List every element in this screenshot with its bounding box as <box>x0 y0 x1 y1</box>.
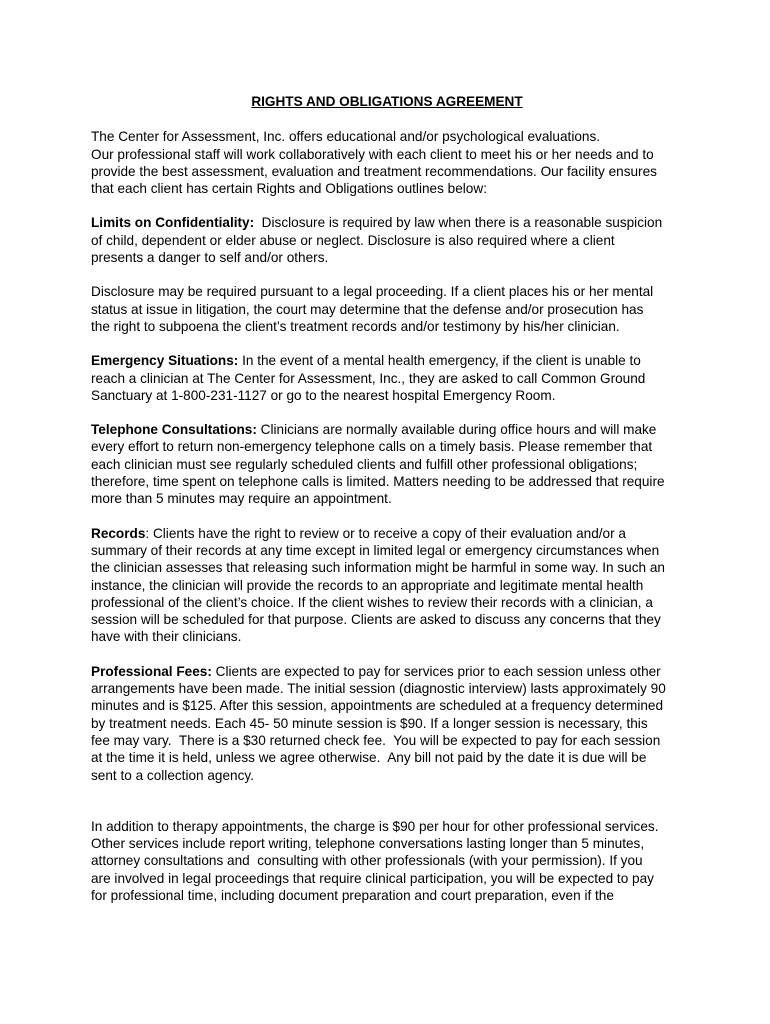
section-text: Disclosure is required by law when there is a reasonable suspicion <box>254 215 663 231</box>
section-line: status at issue in litigation, the court may determine that the defense and/or prosecution has <box>91 301 644 317</box>
section-heading: Records <box>91 525 146 541</box>
section-line: session will be scheduled for that purpose. Clients are asked to discuss any concerns that they <box>91 612 661 628</box>
section-paragraph <box>91 352 683 404</box>
section-heading: Telephone Consultations: <box>91 422 257 438</box>
section-paragraph <box>91 283 683 335</box>
section-paragraph <box>91 818 683 904</box>
section-text: In addition to therapy appointments, the charge is $90 per hour for other professional services. <box>91 818 659 834</box>
section-line: arrangements have been made. The initial session (diagnostic interview) lasts approximately 90 <box>91 681 666 697</box>
section-line: for professional time, including document preparation and court preparation, even if the <box>91 887 614 903</box>
section-line: summary of their records at any time except in limited legal or emergency circumstances when <box>91 542 660 558</box>
section-line: therefore, time spent on telephone calls is limited. Matters needing to be addressed that require <box>91 474 665 490</box>
section-line: the clinician assesses that releasing such information might be harmful in some way. In such an <box>91 560 665 576</box>
section-paragraph <box>91 525 683 646</box>
section-text: Disclosure may be required pursuant to a legal proceeding. If a client places his or her mental <box>91 284 654 300</box>
section-heading: Professional Fees: <box>91 663 212 679</box>
section-paragraph <box>91 421 683 507</box>
section-paragraph <box>91 214 683 266</box>
section-first-line <box>91 352 683 369</box>
intro-line: Our professional staff will work collaboratively with each client to meet his or her needs and to <box>91 146 654 162</box>
section-first-line <box>91 663 683 680</box>
section-first-line <box>91 214 683 231</box>
section-line: have with their clinicians. <box>91 629 242 645</box>
section-line: of child, dependent or elder abuse or neglect. Disclosure is also required where a client <box>91 232 615 248</box>
section-line: attorney consultations and consulting with other professionals (with your permission). If you <box>91 853 643 869</box>
section-line: presents a danger to self and/or others. <box>91 250 329 266</box>
section-line: minutes and is $125. After this session, appointments are scheduled at a frequency determined <box>91 698 664 714</box>
document-title: RIGHTS AND OBLIGATIONS AGREEMENT <box>251 94 523 109</box>
section-line: reach a clinician at The Center for Assessment, Inc., they are asked to call Common Ground <box>91 370 646 386</box>
intro-line: provide the best assessment, evaluation and treatment recommendations. Our facility ensures <box>91 163 657 179</box>
intro-line: The Center for Assessment, Inc. offers educational and/or psychological evaluations. <box>91 129 601 145</box>
section-line: at the time it is held, unless we agree otherwise. Any bill not paid by the date it is due will be <box>91 750 647 766</box>
section-line: fee may vary. There is a $30 returned check fee. You will be expected to pay for each session <box>91 732 661 748</box>
section-first-line <box>91 283 683 300</box>
section-text: : Clients have the right to review or to receive a copy of their evaluation and/or a <box>145 525 626 541</box>
section-line: every effort to return non-emergency telephone calls on a timely basis. Please remember that <box>91 439 653 455</box>
section-line: each clinician must see regularly scheduled clients and fulfill other professional obligations; <box>91 456 638 472</box>
section-heading: Limits on Confidentiality: <box>91 215 255 231</box>
sections-container <box>91 214 683 904</box>
section-text: Clients are expected to pay for services prior to each session unless other <box>211 663 661 679</box>
section-line: Other services include report writing, telephone conversations lasting longer than 5 minutes, <box>91 836 645 852</box>
intro-paragraph <box>91 128 683 197</box>
section-line: more than 5 minutes may require an appointment. <box>91 491 392 507</box>
section-line: sent to a collection agency. <box>91 767 254 783</box>
document-page <box>91 93 683 921</box>
intro-line: that each client has certain Rights and Obligations outlines below: <box>91 181 487 197</box>
section-line: the right to subpoena the client’s treatment records and/or testimony by his/her clinician. <box>91 318 620 334</box>
section-line: instance, the clinician will provide the records to an appropriate and legitimate mental health <box>91 577 644 593</box>
section-line: professional of the client’s choice. If the client wishes to review their records with a clinician, a <box>91 594 653 610</box>
section-heading: Emergency Situations: <box>91 353 239 369</box>
section-line: by treatment needs. Each 45- 50 minute session is $90. If a longer session is necessary, this <box>91 715 648 731</box>
section-text: Clinicians are normally available during office hours and will make <box>256 422 657 438</box>
section-first-line <box>91 525 683 542</box>
section-paragraph <box>91 663 683 784</box>
section-first-line <box>91 421 683 438</box>
section-first-line <box>91 818 683 835</box>
section-text: In the event of a mental health emergency, if the client is unable to <box>238 353 641 369</box>
section-line: Sanctuary at 1-800-231-1127 or go to the nearest hospital Emergency Room. <box>91 387 556 403</box>
section-line: are involved in legal proceedings that require clinical participation, you will be expected to pay <box>91 870 654 886</box>
